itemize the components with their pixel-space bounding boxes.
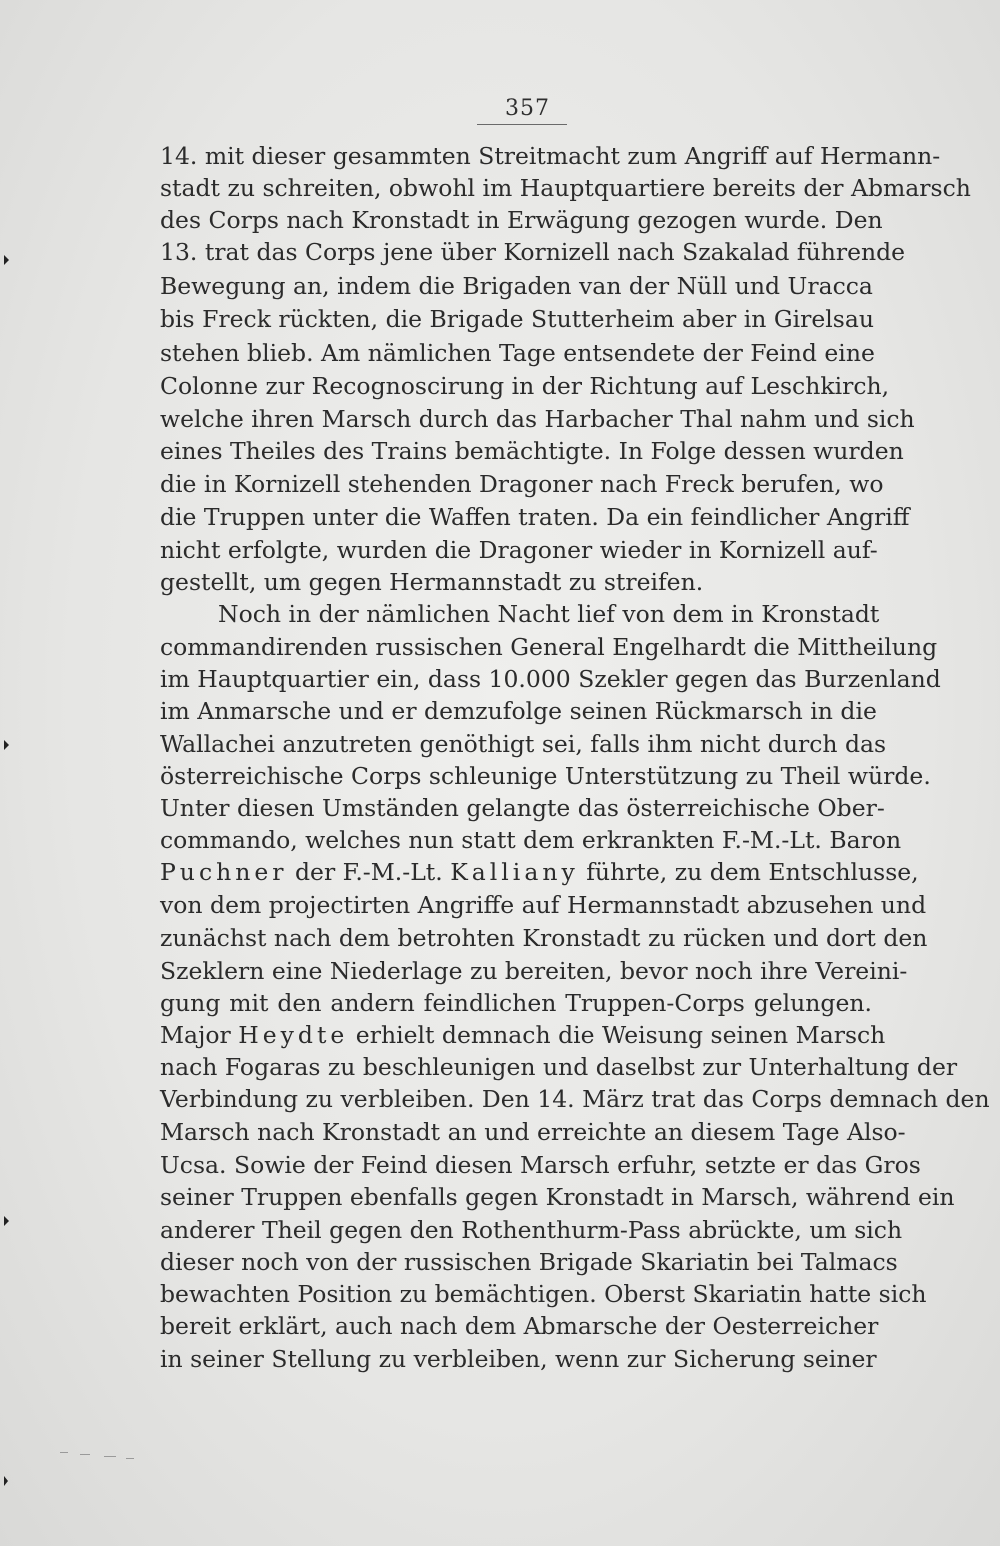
paper-speck xyxy=(126,1458,134,1459)
paper-speck xyxy=(60,1452,68,1453)
paper-speck xyxy=(104,1456,116,1457)
text-line: 13. trat das Corps jene über Kornizell nach Szakalad führende xyxy=(160,238,906,266)
text-line: Bewegung an, indem die Brigaden van der Nüll und Uracca xyxy=(160,272,873,300)
text-line: von dem projectirten Angriffe auf Hermannstadt abzusehen und xyxy=(160,891,927,919)
text-line: bis Freck rückten, die Brigade Stutterheim aber in Girelsau xyxy=(160,305,874,333)
text-line: stadt zu schreiten, obwohl im Hauptquartiere bereits der Abmarsch xyxy=(160,174,971,202)
person-name-puchner: Puchner xyxy=(160,858,288,886)
text-line: des Corps nach Kronstadt in Erwägung gezogen wurde. Den xyxy=(160,206,883,234)
text-line: stehen blieb. Am nämlichen Tage entsendete der Feind eine xyxy=(160,339,875,367)
text-line: Colonne zur Recognoscirung in der Richtung auf Leschkirch, xyxy=(160,372,890,400)
text-line: österreichische Corps schleunige Unterstützung zu Theil würde. xyxy=(160,762,931,790)
text-line: Szeklern eine Niederlage zu bereiten, bevor noch ihre Vereini- xyxy=(160,957,908,985)
text-line: 14. mit dieser gesammten Streitmacht zum Angriff auf Hermann- xyxy=(160,142,941,170)
text-fragment: der F.-M.-Lt. xyxy=(295,858,443,886)
text-line: gestellt, um gegen Hermannstadt zu streifen. xyxy=(160,568,704,596)
text-line: seiner Truppen ebenfalls gegen Kronstadt in Marsch, während ein xyxy=(160,1183,955,1211)
text-line: nicht erfolgte, wurden die Dragoner wieder in Kornizell auf- xyxy=(160,536,878,564)
text-fragment: erhielt demnach die Weisung seinen Marsch xyxy=(355,1021,886,1049)
margin-mark xyxy=(4,255,9,265)
person-name-heydte: Heydte xyxy=(238,1021,349,1049)
text-line: anderer Theil gegen den Rothenthurm-Pass abrückte, um sich xyxy=(160,1216,903,1244)
text-line: in seiner Stellung zu verbleiben, wenn zur Sicherung seiner xyxy=(160,1345,877,1373)
text-fragment: führte, zu dem Entschlusse, xyxy=(586,858,919,886)
text-line: dieser noch von der russischen Brigade Skariatin bei Talmacs xyxy=(160,1248,898,1276)
text-line: Wallachei anzutreten genöthigt sei, falls ihm nicht durch das xyxy=(160,730,887,758)
text-fragment: Major xyxy=(160,1021,231,1049)
text-line-indented: Noch in der nämlichen Nacht lief von dem in Kronstadt xyxy=(218,600,880,628)
text-line: nach Fogaras zu beschleunigen und daselbst zur Unterhaltung der xyxy=(160,1053,958,1081)
text-line: commando, welches nun statt dem erkrankten F.-M.-Lt. Baron xyxy=(160,826,902,854)
text-line: im Hauptquartier ein, dass 10.000 Szekler gegen das Burzenland xyxy=(160,665,941,693)
text-line-with-names xyxy=(160,856,919,888)
margin-mark xyxy=(4,1216,9,1226)
text-line: die Truppen unter die Waffen traten. Da ein feindlicher Angriff xyxy=(160,503,910,531)
person-name-kalliany: Kalliany xyxy=(450,858,579,886)
text-line: Ucsa. Sowie der Feind diesen Marsch erfuhr, setzte er das Gros xyxy=(160,1151,921,1179)
margin-mark xyxy=(4,740,9,750)
text-line-with-names xyxy=(160,1019,886,1051)
text-line: gung mit den andern feindlichen Truppen-Corps gelungen. xyxy=(160,989,872,1017)
text-line: bereit erklärt, auch nach dem Abmarsche der Oesterreicher xyxy=(160,1312,879,1340)
text-line: eines Theiles des Trains bemächtigte. In Folge dessen wurden xyxy=(160,437,904,465)
page-number: 357 xyxy=(505,96,550,121)
margin-mark xyxy=(4,1476,8,1486)
page-number-rule xyxy=(477,124,567,125)
text-line: zunächst nach dem betrohten Kronstadt zu rücken und dort den xyxy=(160,924,928,952)
text-line: Unter diesen Umständen gelangte das österreichische Ober- xyxy=(160,794,885,822)
text-line: die in Kornizell stehenden Dragoner nach Freck berufen, wo xyxy=(160,470,884,498)
text-line: commandirenden russischen General Engelhardt die Mittheilung xyxy=(160,633,938,661)
text-line: Marsch nach Kronstadt an und erreichte an diesem Tage Also- xyxy=(160,1118,906,1146)
text-line: Verbindung zu verbleiben. Den 14. März trat das Corps demnach den xyxy=(160,1085,990,1113)
text-line: im Anmarsche und er demzufolge seinen Rückmarsch in die xyxy=(160,697,877,725)
paper-speck xyxy=(80,1454,90,1455)
text-line: welche ihren Marsch durch das Harbacher Thal nahm und sich xyxy=(160,405,915,433)
text-line: bewachten Position zu bemächtigen. Oberst Skariatin hatte sich xyxy=(160,1280,927,1308)
